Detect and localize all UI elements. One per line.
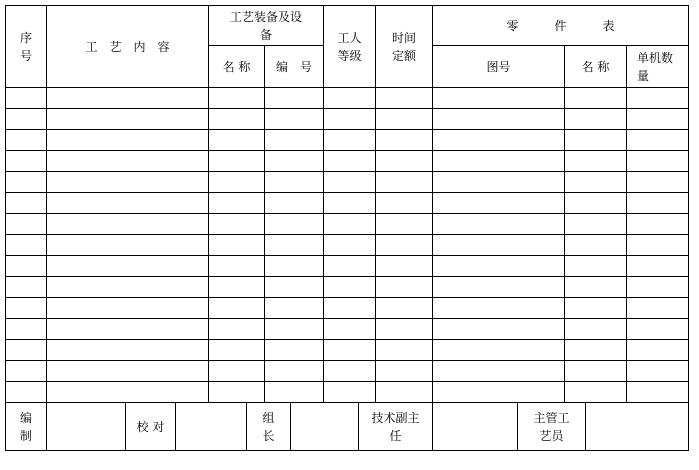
table-cell [323,381,376,403]
table-cell [375,381,433,403]
table-cell [5,129,47,151]
table-cell [46,339,209,361]
footer-compile-label [5,402,47,451]
header-equipment [208,5,324,46]
table-cell [264,381,324,403]
table-cell [5,297,47,319]
table-cell [5,108,47,130]
table-cell [46,213,209,235]
header-equip-code-text: 编 号 [275,59,312,74]
table-cell [375,150,433,172]
table-cell [323,276,376,298]
table-cell [46,192,209,214]
table-cell [323,234,376,256]
table-cell [626,255,689,277]
table-cell [626,213,689,235]
table-cell [375,129,433,151]
header-seq [5,5,47,88]
table-cell [208,192,265,214]
table-cell [264,108,324,130]
table-cell [46,171,209,193]
table-cell [375,255,433,277]
table-cell [46,360,209,382]
table-cell [208,381,265,403]
table-cell [5,171,47,193]
table-cell [626,108,689,130]
table-cell [564,108,627,130]
header-equip-code [264,45,324,88]
footer-team-leader-label-text: 组 长 [262,410,275,443]
table-cell [432,339,565,361]
footer-proofread-value [175,402,247,451]
header-part-name-text: 名 称 [581,59,610,74]
table-cell [208,360,265,382]
table-cell [323,360,376,382]
header-parts-table-text: 零 件 表 [506,18,615,33]
table-cell [432,171,565,193]
table-cell [264,339,324,361]
table-cell [626,318,689,340]
header-worker-grade-text: 工人 等级 [337,30,362,63]
table-cell [46,297,209,319]
header-part-name [564,45,627,88]
header-content-text: 工 艺 内 容 [85,39,170,54]
footer-chief-technologist-label-text: 主管工 艺员 [533,410,570,443]
header-drawing-no [432,45,565,88]
table-cell [323,297,376,319]
header-equip-name-text: 名 称 [222,59,251,74]
table-cell [264,150,324,172]
table-cell [375,192,433,214]
table-cell [208,87,265,109]
table-cell [264,318,324,340]
table-cell [432,150,565,172]
table-cell [323,171,376,193]
header-seq-text: 序 号 [19,30,32,63]
header-equipment-text: 工艺装备及设 备 [229,9,302,42]
table-cell [264,276,324,298]
footer-compile-label-text: 编 制 [19,410,32,443]
table-cell [564,360,627,382]
table-cell [208,339,265,361]
table-cell [46,318,209,340]
table-cell [264,129,324,151]
table-cell [5,339,47,361]
table-cell [626,360,689,382]
footer-chief-technologist-label [517,402,586,451]
table-cell [626,339,689,361]
table-cell [375,171,433,193]
table-cell [323,129,376,151]
table-cell [5,360,47,382]
footer-team-leader-value [290,402,359,451]
table-cell [432,87,565,109]
table-cell [208,297,265,319]
table-cell [564,129,627,151]
table-cell [208,276,265,298]
table-cell [323,192,376,214]
header-parts-table [432,5,689,46]
table-cell [208,255,265,277]
table-cell [564,213,627,235]
table-cell [208,171,265,193]
table-cell [564,87,627,109]
header-qty-per-unit-text: 单机数 量 [637,50,674,83]
table-cell [564,255,627,277]
table-cell [323,87,376,109]
table-cell [46,87,209,109]
footer-team-leader-label [246,402,291,451]
table-cell [323,213,376,235]
table-cell [323,255,376,277]
table-cell [375,108,433,130]
table-cell [564,381,627,403]
table-cell [264,255,324,277]
table-cell [208,129,265,151]
footer-proofread-label-text: 校 对 [136,419,165,434]
table-cell [323,150,376,172]
table-cell [432,129,565,151]
table-cell [375,318,433,340]
table-cell [5,276,47,298]
table-cell [375,276,433,298]
table-cell [375,360,433,382]
table-cell [208,318,265,340]
footer-proofread-label [125,402,176,451]
table-cell [626,381,689,403]
header-time-quota-text: 时间 定额 [391,30,416,63]
table-cell [5,381,47,403]
header-qty-per-unit [626,45,689,88]
table-cell [264,213,324,235]
table-cell [264,192,324,214]
table-cell [432,297,565,319]
table-cell [564,234,627,256]
table-cell [564,171,627,193]
table-cell [323,339,376,361]
table-cell [46,255,209,277]
table-cell [626,276,689,298]
table-cell [5,234,47,256]
table-cell [432,108,565,130]
footer-tech-deputy-value [432,402,518,451]
header-drawing-no-text: 图号 [486,59,511,74]
table-cell [564,192,627,214]
table-cell [564,339,627,361]
table-cell [46,381,209,403]
table-cell [432,234,565,256]
table-cell [46,108,209,130]
table-cell [46,234,209,256]
footer-compile-value [46,402,126,451]
table-cell [264,87,324,109]
table-cell [626,297,689,319]
table-cell [208,234,265,256]
table-cell [264,171,324,193]
table-cell [46,276,209,298]
table-cell [375,297,433,319]
table-cell [375,213,433,235]
table-cell [46,129,209,151]
table-cell [626,171,689,193]
table-cell [5,213,47,235]
table-cell [46,150,209,172]
header-time-quota [375,5,433,88]
table-cell [208,150,265,172]
table-cell [208,213,265,235]
table-cell [5,192,47,214]
header-worker-grade [323,5,376,88]
table-cell [432,360,565,382]
table-cell [432,213,565,235]
table-cell [626,87,689,109]
table-cell [264,360,324,382]
footer-tech-deputy-label [358,402,433,451]
header-equip-name [208,45,265,88]
process-card-table [5,5,688,450]
table-cell [323,318,376,340]
table-cell [432,381,565,403]
table-cell [5,255,47,277]
table-cell [564,297,627,319]
table-cell [264,234,324,256]
table-cell [375,87,433,109]
table-cell [564,318,627,340]
table-cell [626,234,689,256]
footer-chief-technologist-value [585,402,689,451]
table-cell [208,108,265,130]
table-cell [432,276,565,298]
table-cell [375,339,433,361]
table-cell [5,318,47,340]
table-cell [564,150,627,172]
table-cell [626,129,689,151]
table-cell [432,318,565,340]
table-cell [432,192,565,214]
header-content [46,5,209,88]
table-cell [564,276,627,298]
table-cell [626,192,689,214]
table-cell [323,108,376,130]
table-cell [626,150,689,172]
footer-tech-deputy-label-text: 技术副主 任 [371,410,420,443]
table-cell [375,234,433,256]
table-cell [264,297,324,319]
table-cell [5,87,47,109]
table-cell [5,150,47,172]
table-cell [432,255,565,277]
